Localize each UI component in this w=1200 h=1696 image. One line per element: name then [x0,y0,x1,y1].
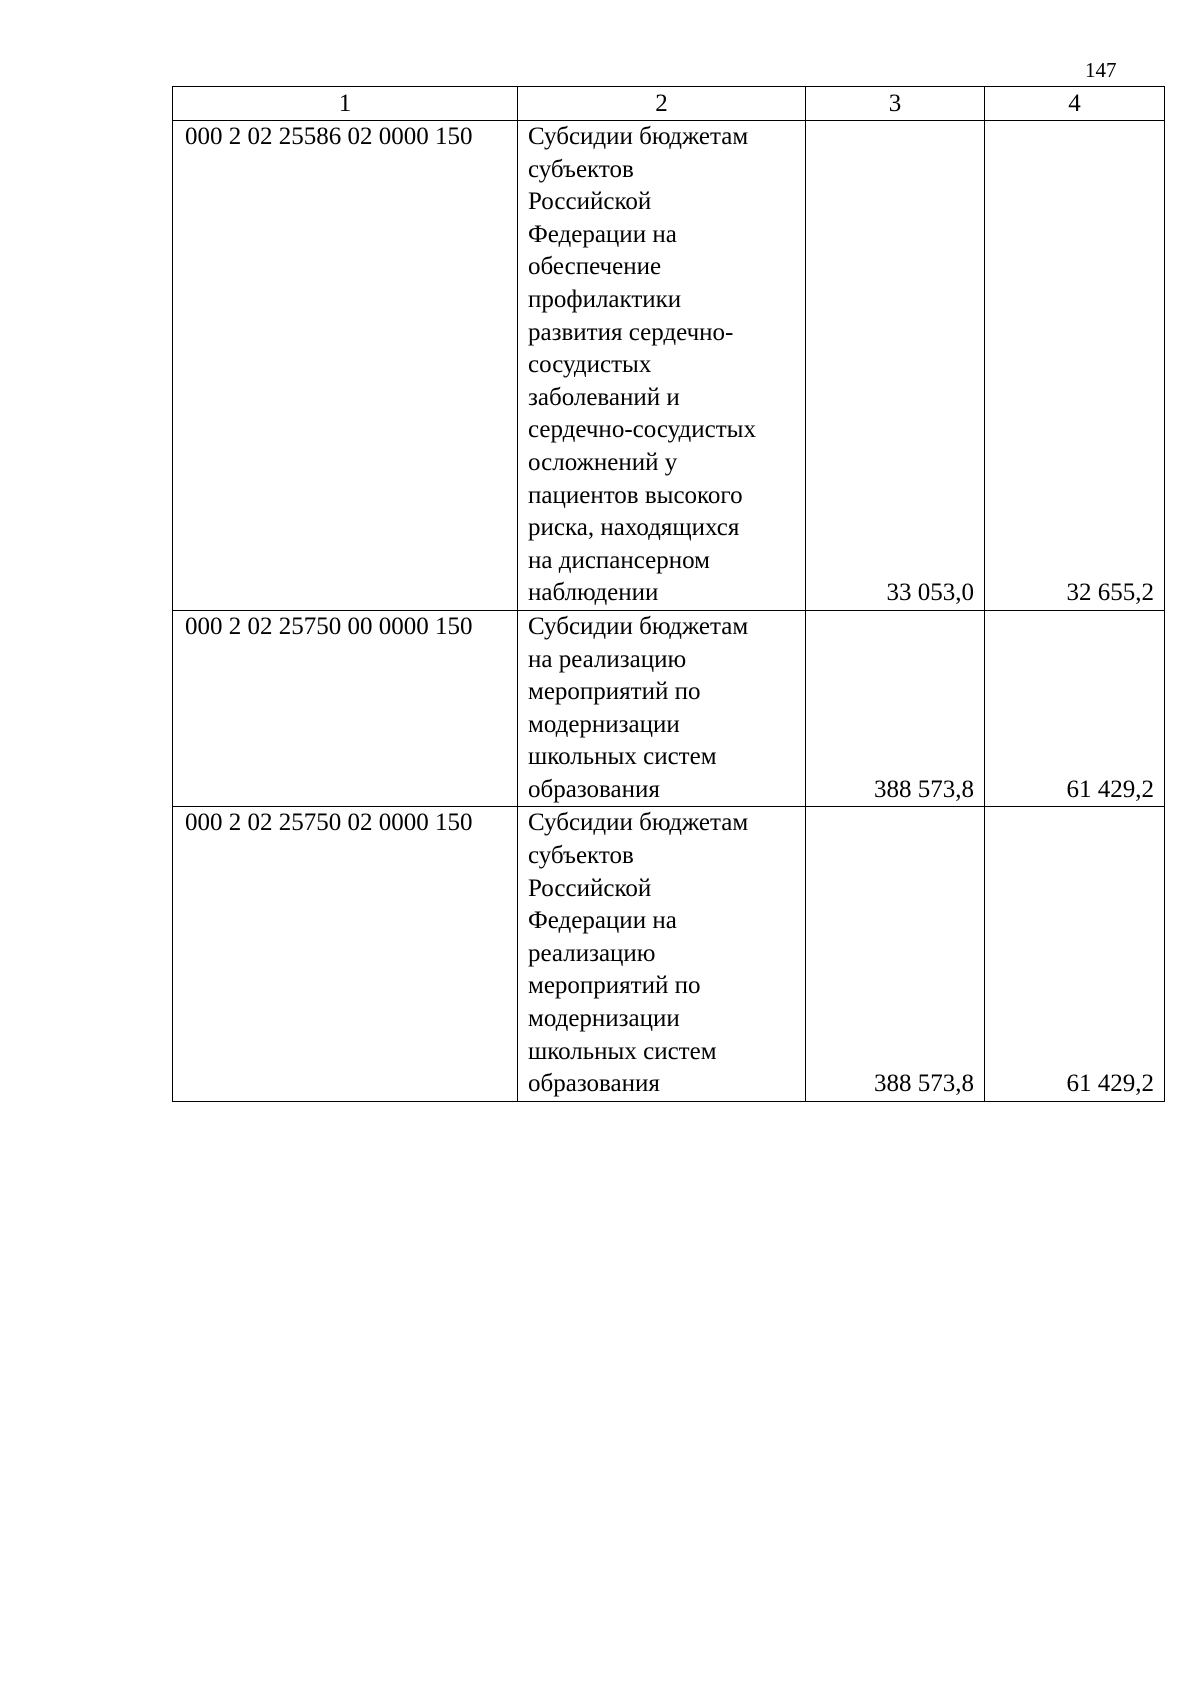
amount-column-3-cell: 33 053,0 [806,121,985,611]
budget-code-cell: 000 2 02 25586 02 0000 150 [173,121,518,611]
description-line: субъектов [528,155,634,183]
description-line: модернизации [528,710,680,738]
amount-column-4-cell: 61 429,2 [985,807,1165,1101]
column-header-1: 1 [173,87,518,121]
description-line: сосудистых [528,351,652,379]
description-line: сердечно-сосудистых [528,416,756,444]
amount-column-4-cell: 61 429,2 [985,610,1165,807]
description-cell [518,121,806,611]
column-header-3: 3 [806,87,985,121]
description-line: на реализацию [528,645,687,673]
description-line: субъектов [528,842,634,870]
description-line: школьных систем [528,1037,717,1065]
amount-column-4-cell: 32 655,2 [985,121,1165,611]
description-line: пациентов высокого [528,481,743,509]
table-row [173,121,1165,611]
column-header-4: 4 [985,87,1165,121]
description-line: Российской [528,874,652,902]
description-line: школьных систем [528,743,717,771]
description-line: профилактики [528,285,682,313]
description-cell [518,807,806,1101]
description-line: на диспансерном [528,546,710,574]
budget-table [172,86,1165,1102]
description-line: образования [528,1070,660,1098]
description-line: заболеваний и [528,383,680,411]
budget-code-cell: 000 2 02 25750 00 0000 150 [173,610,518,807]
description-line: наблюдении [528,579,659,607]
table-row [173,610,1165,807]
description-line: риска, находящихся [528,514,740,542]
description-line: развития сердечно- [528,318,734,346]
description-line: Субсидии бюджетам [528,123,749,150]
table-body [173,121,1165,1102]
description-line: Субсидии бюджетам [528,809,749,837]
description-line: Российской [528,188,652,216]
description-line: Субсидии бюджетам [528,612,749,640]
description-line: обеспечение [528,253,662,281]
header-row [173,87,1165,121]
amount-column-3-cell: 388 573,8 [806,807,985,1101]
description-line: реализацию [528,939,656,967]
description-line: Федерации на [528,220,677,248]
description-line: образования [528,775,660,803]
table-row [173,807,1165,1101]
column-header-2: 2 [518,87,806,121]
description-cell [518,610,806,807]
page-number: 147 [1085,58,1117,82]
description-line: осложнений у [528,448,678,476]
description-line: Федерации на [528,907,677,935]
description-line: мероприятий по [528,678,701,706]
budget-code-cell: 000 2 02 25750 02 0000 150 [173,807,518,1101]
description-line: модернизации [528,1005,680,1033]
description-line: мероприятий по [528,972,701,1000]
amount-column-3-cell: 388 573,8 [806,610,985,807]
